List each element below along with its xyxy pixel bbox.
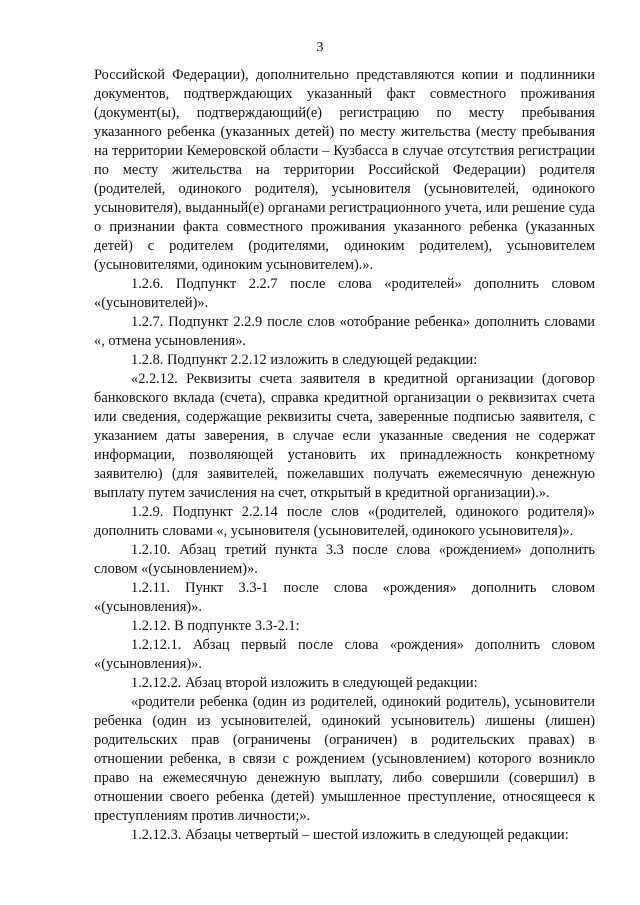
paragraph-1-2-12: 1.2.12. В подпункте 3.3-2.1: <box>131 618 300 634</box>
paragraph-1-2-11: 1.2.11. Пункт 3.3-1 после слова «рождения» дополнить словом «(усыновления)». <box>94 580 595 615</box>
paragraph-1-2-7: 1.2.7. Подпункт 2.2.9 после слов «отобрание ребенка» дополнить словами «, отмена усыновления». <box>94 314 595 349</box>
paragraph-1-2-10: 1.2.10. Абзац третий пункта 3.3 после слова «рождением» дополнить словом «(усыновлением)». <box>94 542 595 577</box>
paragraph-1-2-12-3: 1.2.12.3. Абзацы четвертый – шестой изложить в следующей редакции: <box>131 827 569 843</box>
document-body <box>94 66 595 845</box>
paragraph-2-2-12-quote: «2.2.12. Реквизиты счета заявителя в кредитной организации (договор банковского вклада (счета), справка кредитной организации о реквизитах счета или сведения, содержащие реквизиты счета, заверенные подписью заявителя, с указанием даты заверения, в случае если указанные сведения не содержат информации, позволяющей установить их принадлежность конкретному заявителю) (для заявителей, пожелавших получать ежемесячную денежную выплату путем зачисления на счет, открытый в кредитной организации).». <box>94 371 595 501</box>
paragraph-continuation: Российской Федерации), дополнительно представляются копии и подлинники документов, подтверждающих указанный факт совместного проживания (документ(ы), подтверждающий(е) регистрацию по месту пребывания указанного ребенка (указанных детей) по месту жительства (месту пребывания на территории Кемеровской области – Кузбасса в случае отсутствия регистрации по месту жительства на территории Российской Федерации) родителя (родителей, одинокого родителя), усыновителя (усыновителей, одинокого усыновителя), выданный(е) органами регистрационного учета, или решение суда о признании факта совместного проживания указанного ребенка (указанных детей) с родителем (родителями, одиноким родителем), усыновителем (усыновителями, одиноким усыновителем).». <box>94 67 595 273</box>
paragraph-1-2-12-2: 1.2.12.2. Абзац второй изложить в следующей редакции: <box>131 675 478 691</box>
paragraph-parents-quote: «родители ребенка (один из родителей, одинокий родитель), усыновители ребенка (один из усыновителей, одинокий усыновитель) лишены (лишен) родительских прав (ограничены (ограничен) в родительских правах) в отношении ребенка, в связи с рождением (усыновлением) которого возникло право на ежемесячную денежную выплату, либо совершили (совершил) в отношении своего ребенка (детей) умышленное преступление, относящееся к преступлениям против личности;». <box>94 694 595 824</box>
page-number: 3 <box>316 40 324 55</box>
paragraph-1-2-8: 1.2.8. Подпункт 2.2.12 изложить в следующей редакции: <box>131 352 478 368</box>
paragraph-1-2-12-1: 1.2.12.1. Абзац первый после слова «рождения» дополнить словом «(усыновления)». <box>94 637 595 672</box>
paragraph-1-2-6: 1.2.6. Подпункт 2.2.7 после слова «родителей» дополнить словом «(усыновителей)». <box>94 276 595 311</box>
paragraph-1-2-9: 1.2.9. Подпункт 2.2.14 после слов «(родителей, одинокого родителя)» дополнить словами «, усыновителя (усыновителей, одинокого усыновителя)». <box>94 504 595 539</box>
